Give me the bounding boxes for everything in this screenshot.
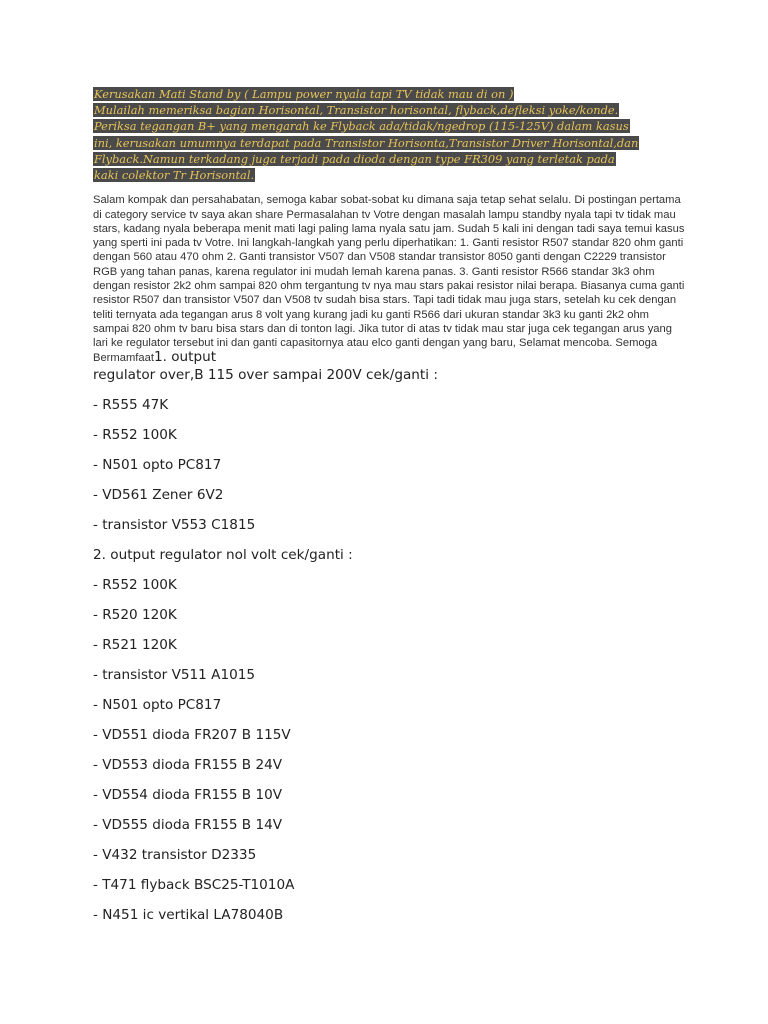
- list-item: - transistor V511 A1015: [93, 666, 256, 683]
- document-page: [93, 86, 693, 924]
- highlight-line: Periksa tegangan B+ yang mengarah ke Flyback ada/tidak/ngedrop (115-125V) dalam kasus: [94, 119, 629, 134]
- highlight-line: kaki colektor Tr Horisontal.: [94, 168, 255, 183]
- list-lead-continuation: regulator over,B 115 over sampai 200V cek/ganti :: [93, 366, 438, 383]
- list-item: - VD553 dioda FR155 B 24V: [93, 756, 283, 773]
- list-item: - R552 100K: [93, 576, 177, 593]
- list-item: - V432 transistor D2335: [93, 846, 257, 863]
- section-heading: 2. output regulator nol volt cek/ganti :: [93, 546, 353, 563]
- list-item: - VD551 dioda FR207 B 115V: [93, 726, 291, 743]
- list-item: - R555 47K: [93, 396, 169, 413]
- highlight-line: Flyback.Namun terkadang juga terjadi pada dioda dengan type FR309 yang terletak pada: [94, 151, 615, 166]
- highlight-line: Kerusakan Mati Stand by ( Lampu power nyala tapi TV tidak mau di on ): [94, 87, 514, 101]
- list-item: - VD554 dioda FR155 B 10V: [93, 786, 283, 803]
- list-item: - T471 flyback BSC25-T1010A: [93, 876, 295, 893]
- list-item: - VD561 Zener 6V2: [93, 486, 224, 503]
- list-item: - R520 120K: [93, 606, 177, 623]
- list-item: - transistor V553 C1815: [93, 516, 256, 533]
- list-item: - R521 120K: [93, 636, 177, 653]
- body-paragraph-text: Salam kompak dan persahabatan, semoga kabar sobat-sobat ku dimana saja tetap sehat selalu. Di postingan pertama di category service tv saya akan share Permasalahan tv Votre dengan masalah lampu standby nyala tapi tv tidak mau stars, kadang nyala beberapa menit mati lagi paling lama nyala satu jam. Sudah 5 kali ini dengan tadi saya temui kasus yang sperti ini pada tv Votre. Ini langkah-langkah yang perlu diperhatikan: 1. Ganti resistor R507 standar 820 ohm ganti dengan 560 atau 470 ohm 2. Ganti transistor V507 dan V508 standar transistor 8050 ganti dengan C2229 transistor RGB yang tahan panas, karena regulator ini mudah lemah karena panas. 3. Ganti resistor R566 standar 3k3 ohm dengan resistor 2k2 ohm sampai 820 ohm tergantung tv nya mau stars pakai resistor nilai berapa. Biasanya cuma ganti resistor R507 dan transistor V507 dan V508 tv sudah bisa stars. Tapi tadi tidak mau juga stars, setelah ku cek dengan teliti ternyata ada tegangan arus 8 volt yang kurang jadi ku ganti R566 dari ukuran standar 3k3 ku ganti 2k2 ohm sampai 820 ohm tv baru bisa stars dan di tonton lagi. Jika tutor di atas tv tidak mau star juga cek tegangan arus yang lari ke regulator tersebut ini dan ganti capasitornya atau elco ganti dengan yang baru, Selamat mencoba. Semoga Bermamfaat: [93, 194, 685, 365]
- list-item: - N501 opto PC817: [93, 456, 222, 473]
- highlight-line: ini, kerusakan umumnya terdapat pada Transistor Horisonta,Transistor Driver Horisontal,dan: [94, 135, 639, 150]
- list-item: - N451 ic vertikal LA78040B: [93, 906, 284, 923]
- list-item: - R552 100K: [93, 426, 177, 443]
- list-lead-inline: 1. output: [153, 349, 217, 366]
- component-list: [93, 396, 693, 924]
- highlighted-intro: [93, 86, 693, 183]
- list-item: - N501 opto PC817: [93, 696, 222, 713]
- body-paragraph: [93, 193, 685, 366]
- list-item: - VD555 dioda FR155 B 14V: [93, 816, 283, 833]
- highlight-line: Mulailah memeriksa bagian Horisontal, Transistor horisontal, flyback,defleksi yoke/konde.: [94, 103, 619, 118]
